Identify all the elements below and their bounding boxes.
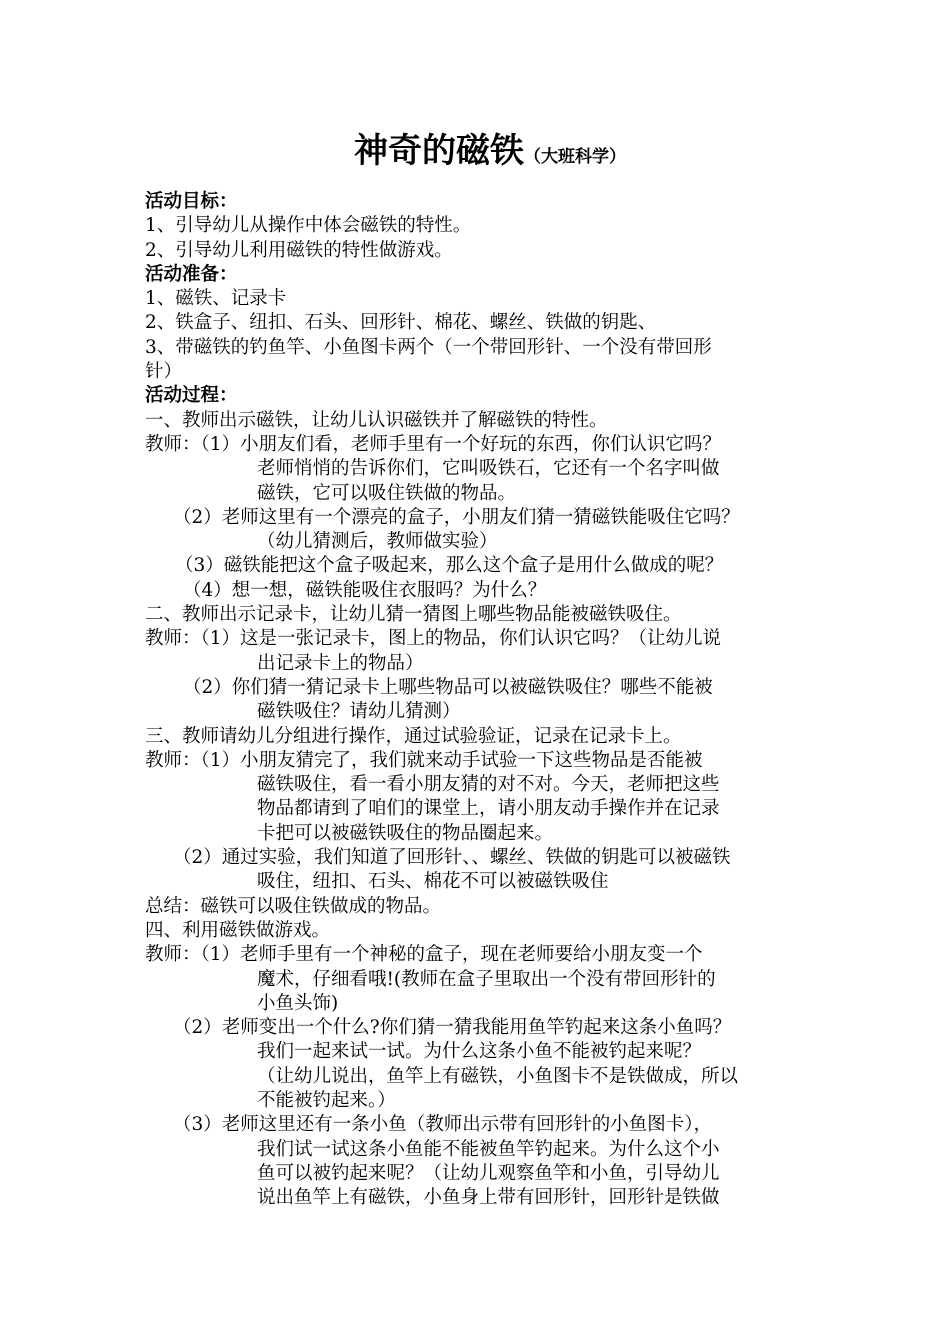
text-line: 教师：（1）小朋友猜完了，我们就来动手试验一下这些物品是否能被 bbox=[145, 749, 703, 771]
text-line: 我们试一试这条小鱼能不能被鱼竿钓起来。为什么这个小 bbox=[257, 1138, 720, 1160]
text-line: （2）老师这里有一个漂亮的盒子，小朋友们猜一猜磁铁能吸住它吗？ bbox=[173, 506, 740, 528]
text-line: 教师：（1）小朋友们看，老师手里有一个好玩的东西，你们认识它吗？ bbox=[145, 433, 722, 455]
text-line: 出记录卡上的物品） bbox=[257, 652, 424, 674]
text-line: 二、教师出示记录卡，让幼儿猜一猜图上哪些物品能被磁铁吸住。 bbox=[145, 604, 682, 626]
text-line: 总结：磁铁可以吸住铁做成的物品。 bbox=[145, 895, 442, 917]
text-line: 磁铁吸住，看一看小朋友猜的对不对。今天，老师把这些 bbox=[257, 774, 720, 796]
document-body bbox=[145, 190, 835, 1210]
document-title bbox=[145, 128, 835, 180]
text-line: 说出鱼竿上有磁铁，小鱼身上带有回形针，回形针是铁做 bbox=[257, 1187, 720, 1209]
text-line: 教师：（1）老师手里有一个神秘的盒子，现在老师要给小朋友变一个 bbox=[145, 944, 703, 966]
text-line: 鱼可以被钓起来呢？（让幼儿观察鱼竿和小鱼，引导幼儿 bbox=[257, 1162, 720, 1184]
text-line: （4）想一想，磁铁能吸住衣服吗？为什么？ bbox=[183, 579, 547, 601]
text-line: 老师悄悄的告诉你们，它叫吸铁石，它还有一个名字叫做 bbox=[257, 458, 720, 480]
text-line: 2、铁盒子、纽扣、石头、回形针、棉花、螺丝、铁做的钥匙、 bbox=[145, 312, 657, 334]
text-line: 四、利用磁铁做游戏。 bbox=[145, 919, 331, 941]
text-line: （幼儿猜测后，教师做实验） bbox=[257, 531, 498, 553]
text-line: （2）老师变出一个什么?你们猜一猜我能用鱼竿钓起来这条小鱼吗？ bbox=[173, 1017, 732, 1039]
text-line: 小鱼头饰) bbox=[257, 992, 339, 1014]
text-line: 针） bbox=[145, 361, 183, 383]
text-line: 吸住，纽扣、石头、棉花不可以被磁铁吸住 bbox=[257, 871, 609, 893]
section-heading: 活动准备： bbox=[145, 263, 238, 285]
text-line: 卡把可以被磁铁吸住的物品圈起来。 bbox=[257, 822, 554, 844]
text-line: 磁铁，它可以吸住铁做的物品。 bbox=[257, 482, 517, 504]
text-line: 磁铁吸住？请幼儿猜测） bbox=[257, 701, 461, 723]
title-main: 神奇的磁铁 bbox=[354, 131, 524, 171]
text-line: 三、教师请幼儿分组进行操作，通过试验验证，记录在记录卡上。 bbox=[145, 725, 682, 747]
text-line: 1、引导幼儿从操作中体会磁铁的特性。 bbox=[145, 215, 472, 237]
text-line: 魔术，仔细看哦!(教师在盒子里取出一个没有带回形针的 bbox=[257, 968, 716, 990]
document-page bbox=[145, 128, 835, 1210]
text-line: 2、引导幼儿利用磁铁的特性做游戏。 bbox=[145, 239, 453, 261]
text-line: 3、带磁铁的钓鱼竿、小鱼图卡两个（一个带回形针、一个没有带回形 bbox=[145, 336, 712, 358]
text-line: 一、教师出示磁铁，让幼儿认识磁铁并了解磁铁的特性。 bbox=[145, 409, 608, 431]
text-line: 不能被钓起来。） bbox=[257, 1089, 396, 1111]
text-line: 1、磁铁、记录卡 bbox=[145, 288, 287, 310]
text-line: 我们一起来试一试。为什么这条小鱼不能被钓起来呢？ bbox=[257, 1041, 702, 1063]
text-line: （3）老师这里还有一条小鱼（教师出示带有回形针的小鱼图卡）， bbox=[173, 1114, 713, 1136]
text-line: （让幼儿说出，鱼竿上有磁铁，小鱼图卡不是铁做成，所以 bbox=[257, 1065, 739, 1087]
text-line: （2）你们猜一猜记录卡上哪些物品可以被磁铁吸住？哪些不能被 bbox=[183, 676, 713, 698]
text-line: （3）磁铁能把这个盒子吸起来，那么这个盒子是用什么做成的呢？ bbox=[175, 555, 724, 577]
text-line: 物品都请到了咱们的课堂上，请小朋友动手操作并在记录 bbox=[257, 798, 720, 820]
text-line: 教师：（1）这是一张记录卡，图上的物品，你们认识它吗？（让幼儿说 bbox=[145, 628, 722, 650]
section-heading: 活动目标： bbox=[145, 191, 238, 212]
title-subtitle: （大班科学） bbox=[524, 147, 626, 167]
text-line: （2）通过实验，我们知道了回形针、、螺丝、铁做的钥匙可以被磁铁 bbox=[173, 847, 731, 869]
section-heading: 活动过程： bbox=[145, 385, 238, 407]
